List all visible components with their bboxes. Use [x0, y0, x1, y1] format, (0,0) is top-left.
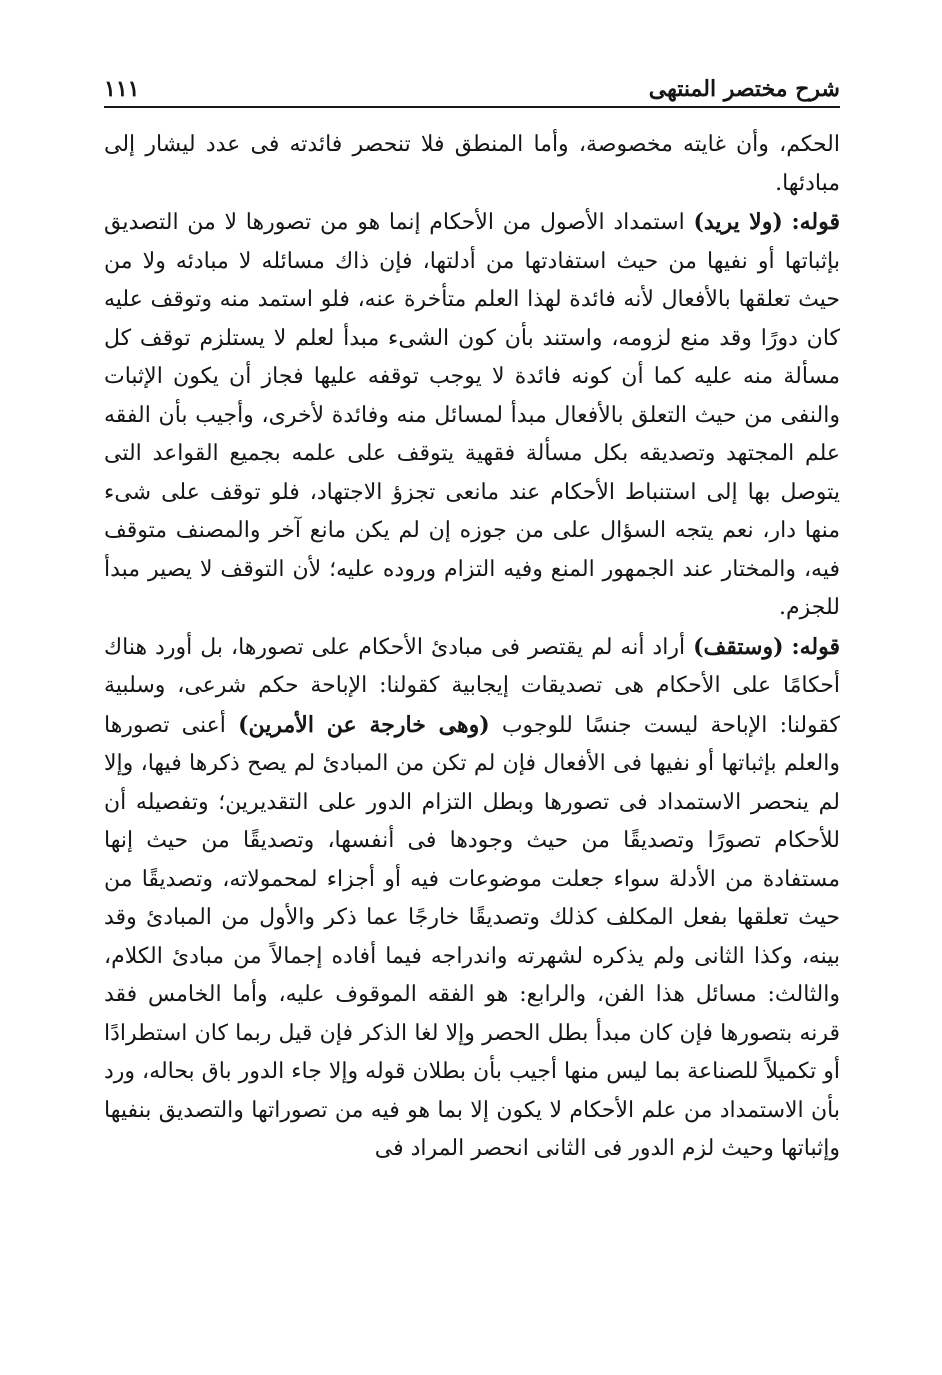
paragraph-2-text: استمداد الأصول من الأحكام إنما هو من تصورها لا من التصديق بإثباتها أو نفيها من حيث استفادتها من أدلتها، فإن ذاك مسائله لا مبادئه ولا من حيث تعلقها بالأفعال لأنه فائدة لهذا العلم متأخرة عنه، فلو استمد منه وتوقف عليه كان دورًا وقد منع لزومه، واستند بأن كون الشىء مبدأ لعلم لا يستلزم توقف كل مسألة منه عليه كما أن كونه فائدة لا يوجب توقفه عليها فجاز أن يكون الإثبات والنفى من حيث التعلق بالأفعال مبدأ لمسائل منه وفائدة لأخرى، وأجيب بأن الفقه علم المجتهد وتصديقه بكل مسألة فقهية يتوقف على علمه بجميع القواعد التى يتوصل بها إلى استنباط الأحكام عند مانعى تجزؤ الاجتهاد، فلو توقف على شىء منها دار، نعم يتجه السؤال على من جوزه إن لم يكن مانع آخر والمصنف متوقف فيه، والمختار عند الجمهور المنع وفيه التزام وروده عليه؛ لأن التوقف لا يصير مبدأ للجزم.	[104, 210, 840, 620]
paragraph-3-text-before: أراد أنه لم يقتصر فى مبادئ الأحكام على تصورها، بل أورد هناك أحكامًا على الأحكام هى تصديقات إيجابية كقولنا: الإباحة حكم شرعى، وسلبية كقولنا: الإباحة ليست جنسًا للوجوب	[104, 634, 841, 738]
paragraph-1-text: الحكم، وأن غايته مخصوصة، وأما المنطق فلا تنحصر فائدته فى عدد ليشار إلى مبادئها.	[104, 132, 840, 196]
paragraph-3-lead: قوله:	[791, 633, 840, 660]
paragraph-2-quote: (ولا يريد)	[693, 209, 783, 235]
paragraph-2	[104, 203, 840, 628]
paragraph-2-lead: قوله:	[791, 209, 840, 235]
paragraph-3	[104, 628, 840, 1169]
document-page	[104, 72, 840, 1332]
paragraph-1	[104, 126, 840, 203]
running-header	[104, 72, 840, 108]
body-text	[104, 126, 840, 1169]
paragraph-3-text-after: أعنى تصورها والعلم بإثباتها أو نفيها فى الأفعال فإن لم تكن من المبادئ لم يصح ذكرها فيها، وإلا لم ينحصر الاستمداد فى تصورها وبطل التزام الدور على التقديرين؛ وتفصيله أن للأحكام تصورًا وتصديقًا من حيث وجودها فى أنفسها، وتصديقًا من حيث إنها مستفادة من الأدلة سواء جعلت موضوعات فيه أو أجزاء لمحمولاته، وتصديقًا من حيث تعلقها بفعل المكلف كذلك وتصديقًا خارجًا عما ذكر والأول من المبادئ وقد بينه، وكذا الثانى ولم يذكره لشهرته واندراجه فيما أفاده إجمالاً من مبادئ الكلام، والثالث: مسائل هذا الفن، والرابع: هو الفقه الموقوف عليه، وأما الخامس فقد قرنه بتصورها فإن كان مبدأ بطل الحصر وإلا لغا الذكر فإن قيل ربما كان استطرادًا أو تكميلاً للصناعة بما ليس منها أجيب بأن بطلان قوله وإلا جاء الدور باق بحاله، ورد بأن الاستمداد من علم الأحكام لا يكون إلا بما هو فيه من تصوراتها والتصديق بنفيها وإثباتها وحيث لزم الدور فى الثانى انحصر المراد فى	[104, 712, 841, 1161]
page-number: ١١١	[104, 76, 140, 102]
book-title: شرح مختصر المنتهى	[648, 76, 840, 102]
paragraph-3-quote-2: (وهى خارجة عن الأمرين)	[238, 711, 490, 738]
paragraph-3-quote: (وستقف)	[693, 633, 784, 660]
